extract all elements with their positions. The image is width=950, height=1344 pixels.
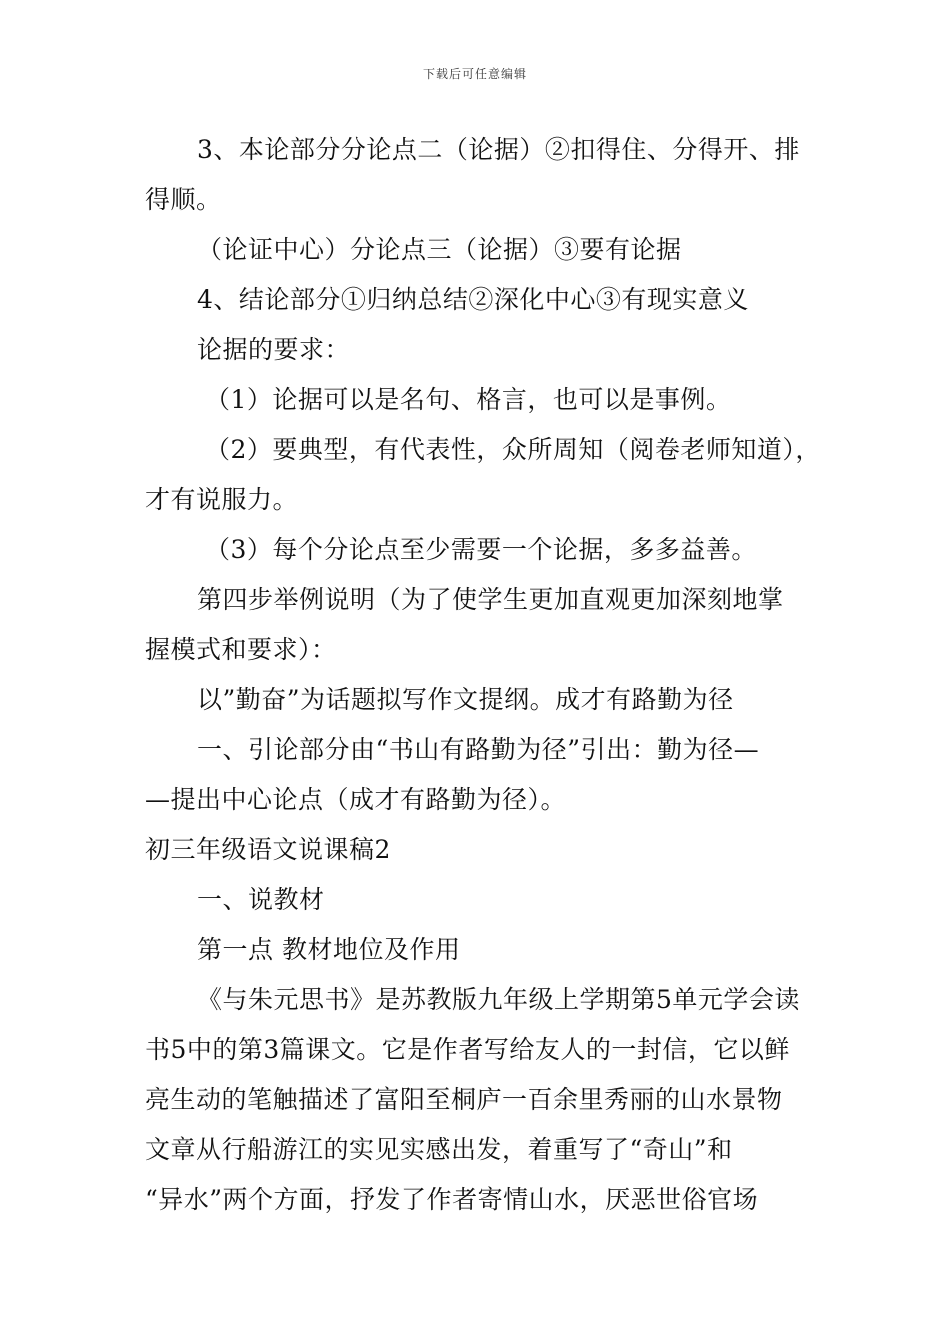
paragraph-line: 握模式和要求）： — [145, 635, 337, 664]
section-title: 初三年级语文说课稿2 — [145, 835, 391, 864]
paragraph-line: 亮生动的笔触描述了富阳至桐庐一百余里秀丽的山水景物 — [145, 1085, 783, 1114]
paragraph-line: 文章从行船游江的实见实感出发，着重写了“奇山”和 — [145, 1135, 733, 1164]
paragraph-line: （1）论据可以是名句、格言，也可以是事例。 — [205, 385, 732, 414]
paragraph-line: （3）每个分论点至少需要一个论据，多多益善。 — [205, 535, 757, 564]
paragraph-line: 4、结论部分①归纳总结②深化中心③有现实意义 — [197, 285, 749, 314]
paragraph-line: （论证中心）分论点三（论据）③要有论据 — [197, 235, 682, 264]
paragraph-line: —提出中心论点（成才有路勤为径）。 — [145, 785, 567, 814]
paragraph-line: 3、本论部分分论点二（论据）②扣得住、分得开、排 — [197, 135, 800, 164]
paragraph-line: （2）要典型，有代表性，众所周知（阅卷老师知道）， — [205, 435, 821, 464]
paragraph-line: 论据的要求： — [197, 335, 351, 364]
paragraph-line: 一、引论部分由“书山有路勤为径”引出：勤为径— — [197, 735, 760, 764]
paragraph-line: 第四步举例说明（为了使学生更加直观更加深刻地掌 — [197, 585, 784, 614]
paragraph-line: 一、说教材 — [197, 885, 325, 914]
paragraph-line: 书5中的第3篇课文。它是作者写给友人的一封信，它以鲜 — [145, 1035, 790, 1064]
paragraph-line: 第一点 教材地位及作用 — [197, 935, 461, 964]
paragraph-line: 才有说服力。 — [145, 485, 299, 514]
paragraph-line: 得顺。 — [145, 185, 222, 214]
paragraph-line: 以”勤奋”为话题拟写作文提纲。成才有路勤为径 — [197, 685, 734, 714]
page-header: 下载后可任意编辑 — [422, 67, 527, 81]
paragraph-line: 《与朱元思书》是苏教版九年级上学期第5单元学会读 — [197, 985, 800, 1014]
paragraph-line: “异水”两个方面，抒发了作者寄情山水，厌恶世俗官场 — [145, 1185, 759, 1214]
